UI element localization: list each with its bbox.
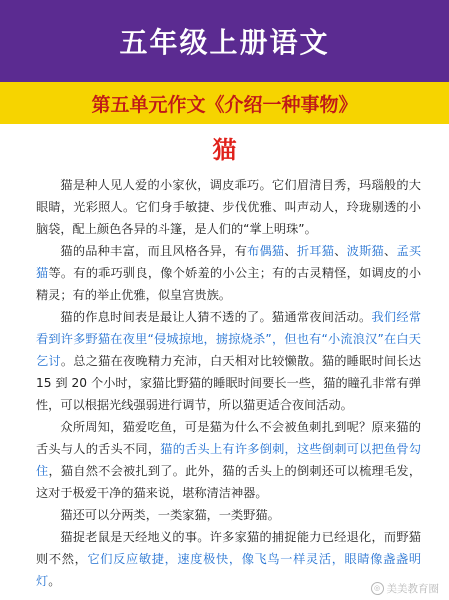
paragraph-4-text-a: 众所周知，猫爱吃鱼，可是猫为什么不会被鱼刺扎到呢？原来猫的舌头与人的舌头不同， [36,420,421,456]
separator: 、 [284,244,297,258]
paragraph-6-text-a: 猫捉老鼠是天经地义的事。许多家猫的捕捉能力已经退化，而野猫则不然， [36,530,421,566]
paragraph-6-text-b: 。 [48,574,61,588]
highlight-sentence-night: 我们经常看到许多野猫在夜里“侵城掠地，掳掠烧杀”，但也有“小流浪汉”在白天乞讨 [36,310,422,368]
separator: 、 [383,244,397,258]
breed-link-scottish-fold[interactable]: 折耳猫 [296,244,335,258]
paragraph-2-text-a: 猫的品种丰富，而且风格各异，有 [60,244,248,258]
highlight-sentence-agility: 它们反应敏捷，速度极快，像飞鸟一样灵活，眼睛像盏盏明灯 [36,552,422,588]
paragraph-4-text-b: ，猫自然不会被扎到了。此外，猫的舌头上的倒刺还可以梳理毛发，这对于极爱干净的猫来说，堪称清洁神器。 [36,464,422,500]
paragraph-2 [36,240,421,306]
source-logo-icon: ◎ [371,582,384,595]
breed-link-bombay[interactable]: 孟买猫 [36,244,422,280]
page-title: 五年级上册语文 [119,26,330,59]
header-banner [0,0,449,82]
separator: 、 [334,244,347,258]
watermark-text: 美美教育圈 [386,583,439,595]
paragraph-3 [36,306,421,416]
paragraph-3-text-a: 猫的作息时间表是最让人猜不透的了。猫通常夜间活动。 [60,310,372,324]
essay-title: 猫 [212,136,237,164]
highlight-sentence-tongue: 猫的舌头上有许多倒刺，这些倒刺可以把鱼骨勾住 [36,442,422,478]
paragraph-5: 猫还可以分两类，一类家猫，一类野猫。 [60,508,280,522]
paragraph-3-text-b: 。总之猫在夜晚精力充沛，白天相对比较懒散。猫的睡眠时间长达 15 到 20 个小时，家猫比野猫的睡眠时间要长一些，猫的瞳孔非常有弹性，可以根据光线强弱进行调节，所以猫更适合夜间活动。 [36,354,422,412]
subtitle-bar [0,82,449,124]
paragraph-1: 猫是种人见人爱的小家伙，调皮乖巧。它们眉清目秀，玛瑙般的大眼睛，光彩照人。它们身手敏捷、步伐优雅、叫声动人，玲珑剔透的小脑袋，配上颜色各异的斗篷，是人们的“掌上明珠”。 [36,178,421,236]
breed-link-ragdoll[interactable]: 布偶猫 [247,244,285,258]
paragraph-4 [36,416,421,504]
paragraph-2-text-b: 等。有的乖巧驯良，像个娇羞的小公主；有的古灵精怪，如调皮的小精灵；有的举止优雅，似皇宫贵族。 [36,266,422,302]
watermark [371,581,440,596]
essay-body [36,174,421,592]
paragraph-6 [36,526,421,592]
breed-link-persian[interactable]: 波斯猫 [346,244,384,258]
page-subtitle: 第五单元作文《介绍一种事物》 [91,93,358,116]
